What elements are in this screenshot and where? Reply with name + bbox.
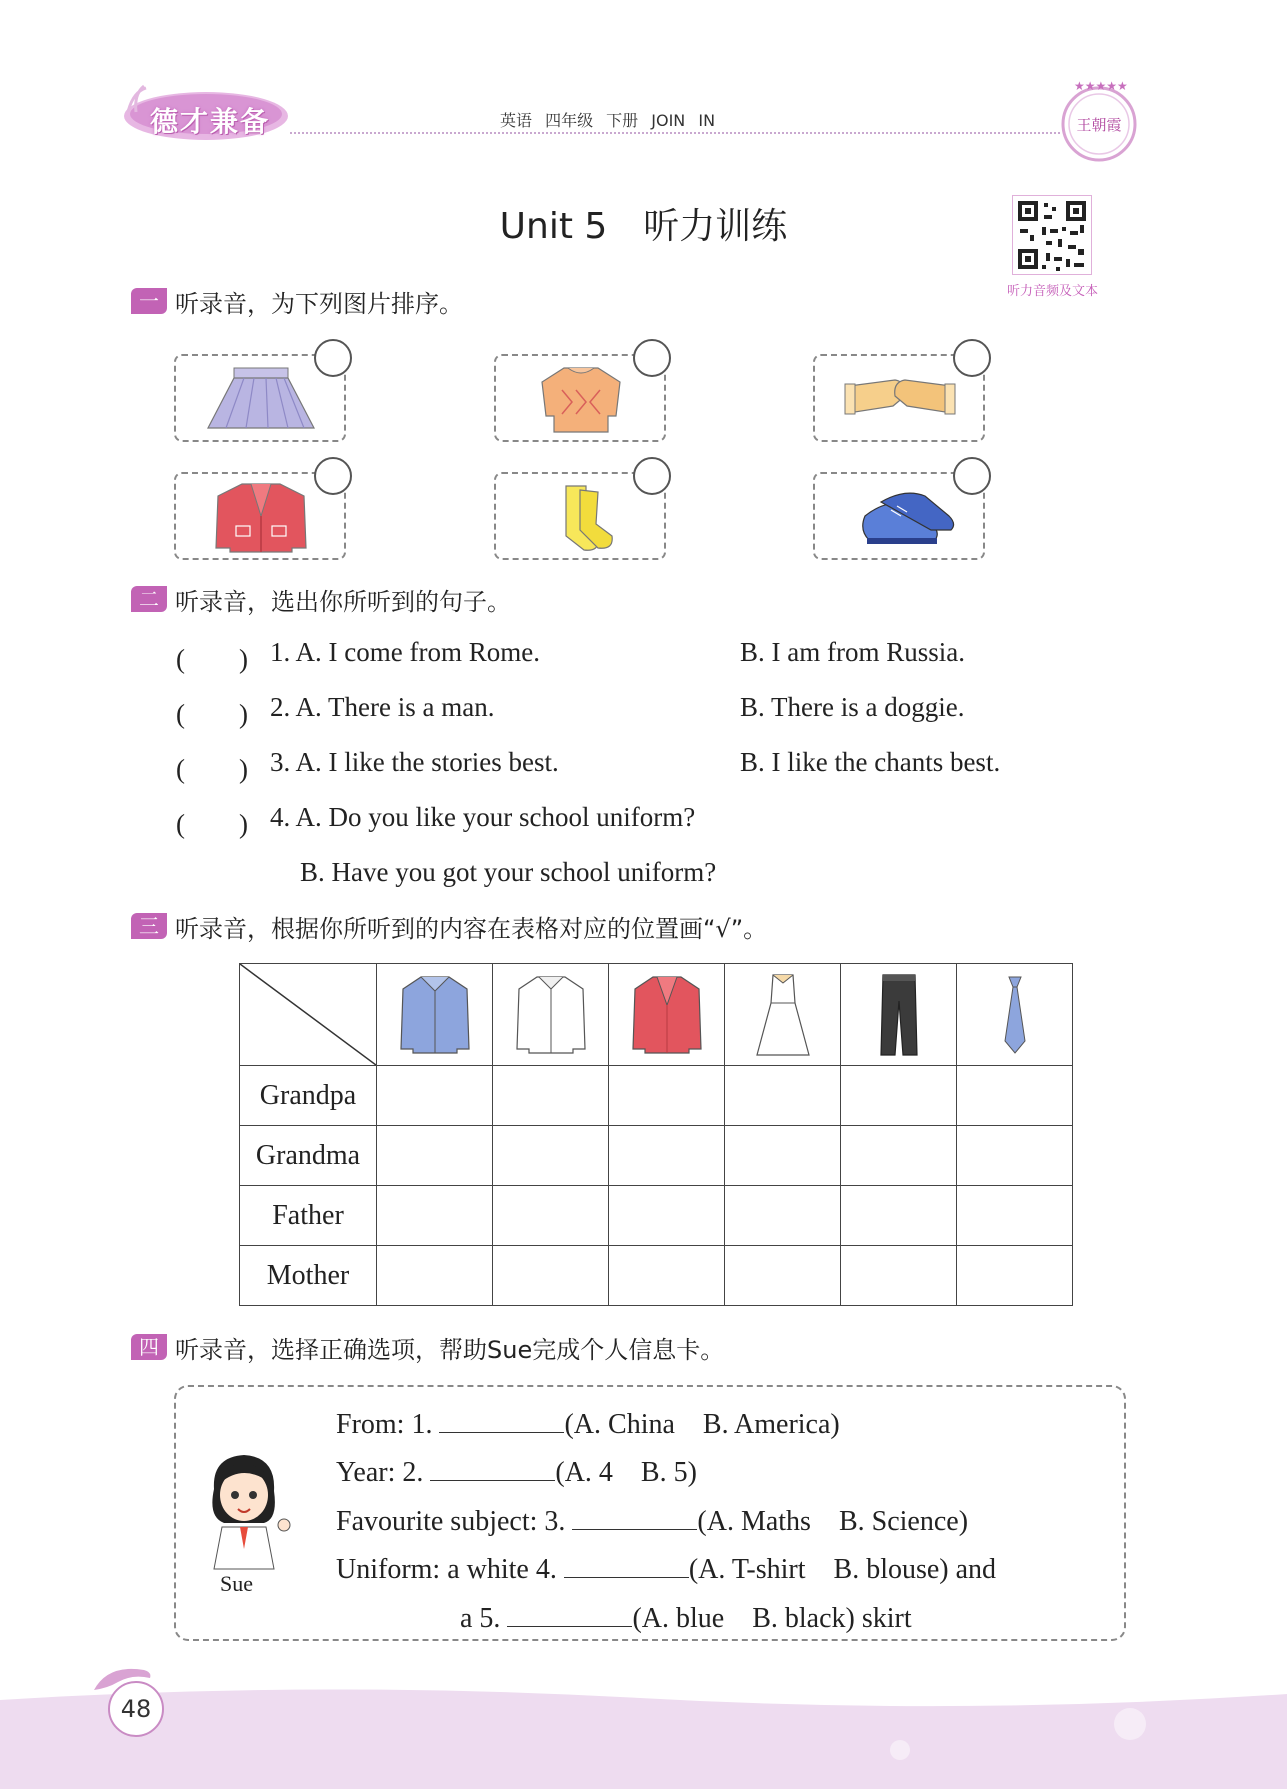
question-4-option-a: 4. A. Do you like your school uniform?: [270, 802, 696, 832]
subject-options: (A. Maths B. Science): [697, 1506, 969, 1537]
gloves-icon: [835, 362, 965, 438]
year-label: Year: 2.: [336, 1457, 424, 1488]
order-circle-4[interactable]: [314, 457, 352, 495]
socks-icon: [516, 480, 646, 556]
table-row: [240, 1126, 1073, 1186]
jacket-icon: [397, 971, 473, 1059]
from-label: From: 1.: [336, 1409, 433, 1440]
tie-icon: [977, 971, 1053, 1059]
answer-blank-1[interactable]: [439, 1406, 564, 1433]
row-label: Grandma: [240, 1126, 377, 1186]
skirt-options: (A. blue B. black) skirt: [632, 1603, 912, 1634]
from-options: (A. China B. America): [564, 1409, 840, 1440]
table-cell[interactable]: [377, 1186, 493, 1246]
section-2-text: 听录音，选出你所听到的句子。: [175, 587, 511, 616]
sneakers-icon: [835, 480, 965, 556]
page-title: Unit 5 听力训练: [499, 206, 788, 247]
row-label: Father: [240, 1186, 377, 1246]
section-4-text: 听录音，选择正确选项，帮助Sue完成个人信息卡。: [175, 1335, 725, 1364]
table-cell[interactable]: [957, 1246, 1073, 1306]
card-line-1: [336, 1402, 840, 1442]
table-cell[interactable]: [377, 1246, 493, 1306]
table-corner-cell: [240, 964, 377, 1066]
diagonal-line: [240, 964, 376, 1065]
section-4-heading: [131, 1332, 724, 1362]
qr-label: 听力音频及文本: [1006, 284, 1098, 299]
logo-text: 德才兼备: [150, 105, 271, 138]
cardigan-icon: [629, 971, 705, 1059]
section-3-heading: [131, 911, 767, 941]
table-cell[interactable]: [841, 1186, 957, 1246]
section-4-number: 四: [131, 1334, 167, 1360]
section-1-number: 一: [131, 288, 167, 314]
table-cell[interactable]: [957, 1186, 1073, 1246]
card-line-4: [336, 1547, 996, 1587]
girl-name-label: Sue: [220, 1571, 253, 1596]
table-cell[interactable]: [725, 1126, 841, 1186]
table-cell[interactable]: [609, 1126, 725, 1186]
header-jacket: [377, 964, 493, 1066]
answer-bracket-4[interactable]: ( ): [176, 809, 248, 839]
section-1-heading: [131, 286, 463, 316]
skirt-label: a 5.: [460, 1603, 501, 1634]
year-options: (A. 4 B. 5): [555, 1457, 697, 1488]
table-row: [240, 1246, 1073, 1306]
sweater-icon: [516, 362, 646, 438]
trousers-icon: [861, 971, 937, 1059]
table-cell[interactable]: [493, 1246, 609, 1306]
answer-blank-4[interactable]: [564, 1551, 689, 1578]
uniform-label: Uniform: a white 4.: [336, 1554, 557, 1585]
answer-blank-5[interactable]: [507, 1600, 632, 1627]
header-tie: [957, 964, 1073, 1066]
page-number: 48: [108, 1681, 164, 1737]
table-cell[interactable]: [725, 1186, 841, 1246]
section-2-number: 二: [131, 586, 167, 612]
uniform-options: (A. T-shirt B. blouse) and: [688, 1554, 997, 1585]
section-3-number: 三: [131, 913, 167, 939]
table-cell[interactable]: [377, 1126, 493, 1186]
table-header-row: [240, 964, 1073, 1066]
question-1-option-b: B. I am from Russia.: [740, 637, 965, 667]
answer-bracket-1[interactable]: ( ): [176, 644, 248, 674]
author-badge: [1058, 78, 1140, 166]
answer-bracket-3[interactable]: ( ): [176, 754, 248, 784]
table-cell[interactable]: [609, 1246, 725, 1306]
footer-wave: [0, 1680, 1287, 1789]
table-cell[interactable]: [725, 1066, 841, 1126]
card-line-2: [336, 1450, 697, 1490]
question-4-option-b: B. Have you got your school uniform?: [300, 857, 717, 887]
table-cell[interactable]: [493, 1066, 609, 1126]
table-cell[interactable]: [841, 1246, 957, 1306]
header-trousers: [841, 964, 957, 1066]
answer-bracket-2[interactable]: ( ): [176, 699, 248, 729]
question-2-option-b: B. There is a doggie.: [740, 692, 965, 722]
section-1-text: 听录音，为下列图片排序。: [175, 289, 463, 318]
girl-avatar-icon: [194, 1449, 294, 1571]
subject-label: Favourite subject: 3.: [336, 1506, 566, 1537]
table-cell[interactable]: [957, 1126, 1073, 1186]
order-circle-6[interactable]: [953, 457, 991, 495]
header-dress: [725, 964, 841, 1066]
shirt-icon: [513, 971, 589, 1059]
order-circle-2[interactable]: [633, 339, 671, 377]
table-cell[interactable]: [609, 1186, 725, 1246]
section-2-heading: [131, 584, 511, 614]
table-cell[interactable]: [609, 1066, 725, 1126]
skirt-icon: [196, 362, 326, 438]
answer-blank-3[interactable]: [572, 1503, 697, 1530]
qr-code-icon[interactable]: [1012, 195, 1092, 275]
question-1-option-a: 1. A. I come from Rome.: [270, 637, 540, 667]
answer-blank-2[interactable]: [430, 1454, 555, 1481]
svg-text:★★★★★: ★★★★★: [1074, 79, 1128, 93]
row-label: Grandpa: [240, 1066, 377, 1126]
table-cell[interactable]: [841, 1126, 957, 1186]
question-3-option-a: 3. A. I like the stories best.: [270, 747, 559, 777]
table-cell[interactable]: [377, 1066, 493, 1126]
badge-text: 王朝霞: [1076, 116, 1122, 134]
table-cell[interactable]: [493, 1126, 609, 1186]
table-cell[interactable]: [841, 1066, 957, 1126]
header-info: 英语 四年级 下册 JOIN IN: [500, 111, 716, 130]
table-cell[interactable]: [957, 1066, 1073, 1126]
dress-icon: [745, 971, 821, 1059]
order-circle-1[interactable]: [314, 339, 352, 377]
question-2-option-a: 2. A. There is a man.: [270, 692, 495, 722]
section-3-text: 听录音，根据你所听到的内容在表格对应的位置画“√”。: [175, 914, 768, 943]
row-label: Mother: [240, 1246, 377, 1306]
header-divider: [290, 132, 1060, 134]
cardigan-icon: [196, 480, 326, 556]
card-line-3: [336, 1499, 968, 1539]
table-cell[interactable]: [725, 1246, 841, 1306]
order-circle-5[interactable]: [633, 457, 671, 495]
header-cardigan: [609, 964, 725, 1066]
question-3-option-b: B. I like the chants best.: [740, 747, 1001, 777]
table-row: [240, 1186, 1073, 1246]
table-row: [240, 1066, 1073, 1126]
table-cell[interactable]: [493, 1186, 609, 1246]
card-line-5: [460, 1596, 912, 1636]
header-shirt: [493, 964, 609, 1066]
clothes-table: [239, 963, 1073, 1306]
order-circle-3[interactable]: [953, 339, 991, 377]
